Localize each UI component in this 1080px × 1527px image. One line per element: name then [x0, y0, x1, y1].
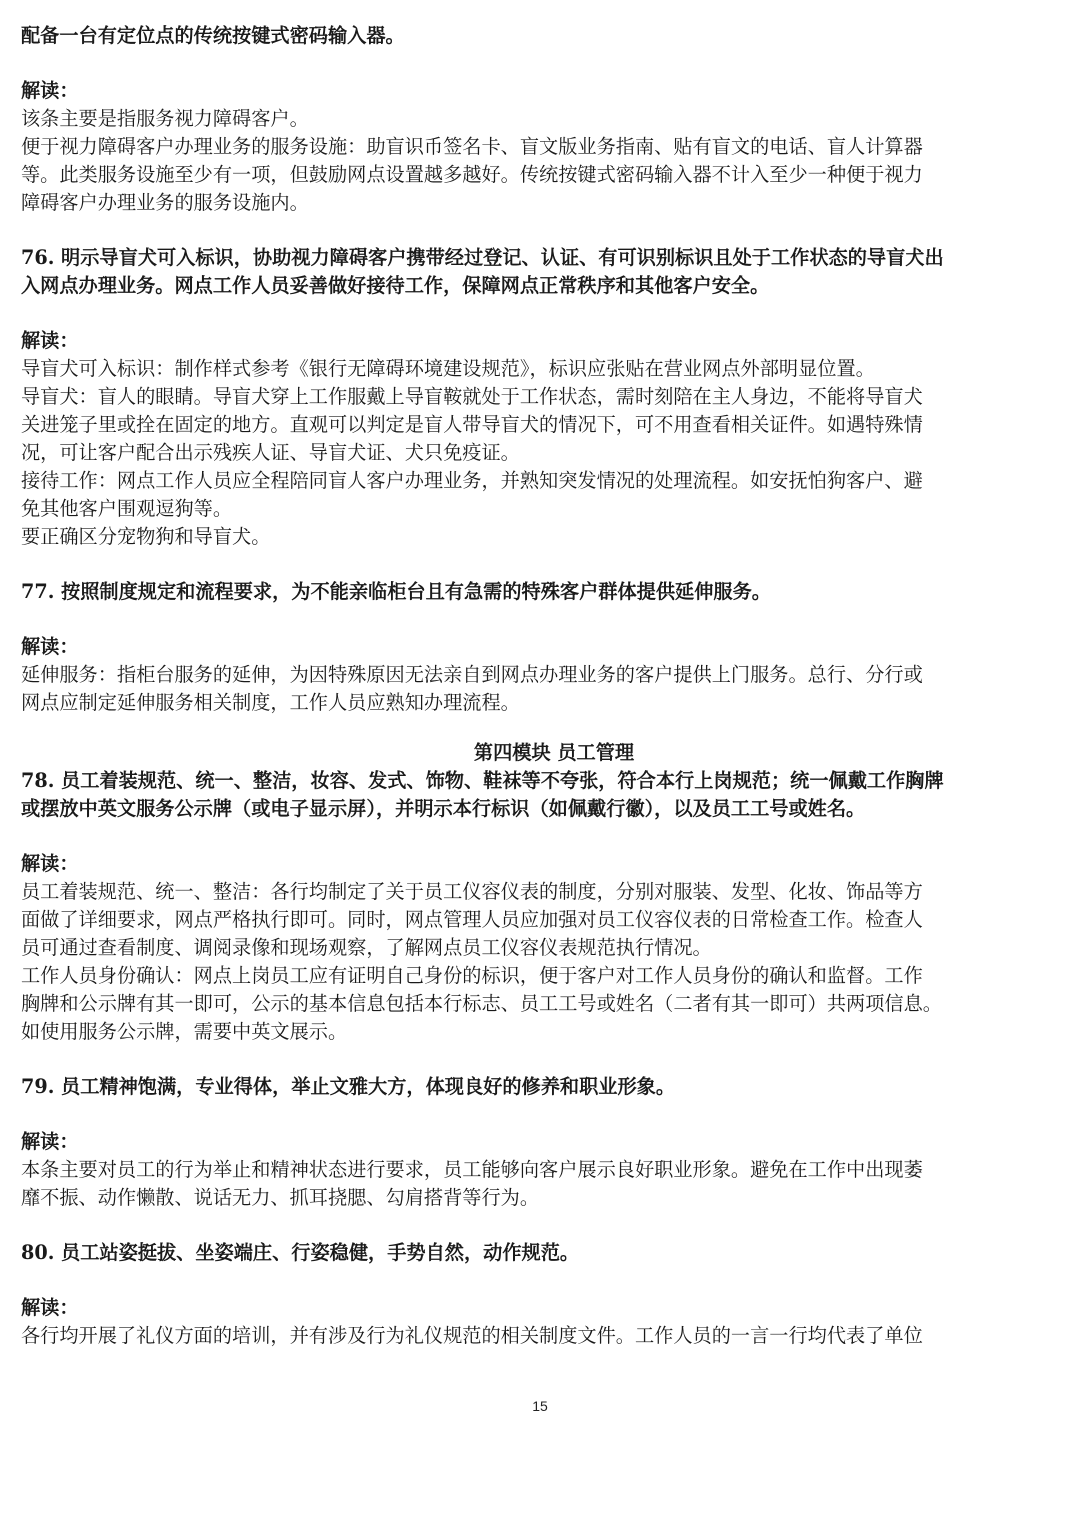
body-line: 延伸服务：指柜台服务的延伸，为因特殊原因无法亲自到网点办理业务的客户提供上门服务。总行、分行或: [21, 663, 923, 686]
clause-78-heading: 78. 员工着装规范、统一、整洁，妆容、发式、饰物、鞋袜等不夸张，符合本行上岗规范；统一佩戴工作胸牌: [21, 769, 944, 792]
body-line: 各行均开展了礼仪方面的培训，并有涉及行为礼仪规范的相关制度文件。工作人员的一言一行均代表了单位: [21, 1324, 923, 1347]
interpretation-label: 解读：: [21, 1296, 79, 1319]
body-line: 员可通过查看制度、调阅录像和现场观察，了解网点员工仪容仪表规范执行情况。: [21, 936, 712, 959]
body-line: 本条主要对员工的行为举止和精神状态进行要求，员工能够向客户展示良好职业形象。避免在工作中出现萎: [21, 1158, 923, 1181]
clause-76-heading: 76. 明示导盲犬可入标识，协助视力障碍客户携带经过登记、认证、有可识别标识且处于工作状态的导盲犬出: [21, 246, 944, 269]
body-line: 该条主要是指服务视力障碍客户。: [21, 107, 309, 130]
clause-76-heading: 入网点办理业务。网点工作人员妥善做好接待工作，保障网点正常秩序和其他客户安全。: [21, 274, 770, 297]
body-line: 导盲犬可入标识：制作样式参考《银行无障碍环境建设规范》，标识应张贴在营业网点外部明显位置。: [21, 357, 875, 380]
body-line: 网点应制定延伸服务相关制度，工作人员应熟知办理流程。: [21, 691, 520, 714]
body-line: 况，可让客户配合出示残疾人证、导盲犬证、犬只免疫证。: [21, 441, 520, 464]
body-line: 面做了详细要求，网点严格执行即可。同时，网点管理人员应加强对员工仪容仪表的日常检查工作。检查人: [21, 908, 923, 931]
body-line: 员工着装规范、统一、整洁：各行均制定了关于员工仪容仪表的制度，分别对服装、发型、化妆、饰品等方: [21, 880, 923, 903]
body-line: 导盲犬：盲人的眼睛。导盲犬穿上工作服戴上导盲鞍就处于工作状态，需时刻陪在主人身边，不能将导盲犬: [21, 385, 923, 408]
body-line: 免其他客户围观逗狗等。: [21, 497, 233, 520]
clause-78-heading: 或摆放中英文服务公示牌（或电子显示屏），并明示本行标识（如佩戴行徽），以及员工工号或姓名。: [21, 797, 866, 820]
body-line: 障碍客户办理业务的服务设施内。: [21, 191, 309, 214]
interpretation-label: 解读：: [21, 79, 79, 102]
intro-line: 配备一台有定位点的传统按键式密码输入器。: [21, 24, 405, 47]
body-line: 关进笼子里或拴在固定的地方。直观可以判定是盲人带导盲犬的情况下，可不用查看相关证件。如遇特殊情: [21, 413, 923, 436]
module-title: 第四模块 员工管理: [473, 741, 635, 764]
body-line: 如使用服务公示牌，需要中英文展示。: [21, 1020, 348, 1043]
clause-80-heading: 80. 员工站姿挺拔、坐姿端庄、行姿稳健，手势自然，动作规范。: [21, 1241, 580, 1264]
body-line: 等。此类服务设施至少有一项，但鼓励网点设置越多越好。传统按键式密码输入器不计入至少一种便于视力: [21, 163, 923, 186]
document-page: [21, 22, 1057, 1350]
body-line: 便于视力障碍客户办理业务的服务设施：助盲识币签名卡、盲文版业务指南、贴有盲文的电话、盲人计算器: [21, 135, 923, 158]
interpretation-label: 解读：: [21, 635, 79, 658]
interpretation-label: 解读：: [21, 1130, 79, 1153]
interpretation-label: 解读：: [21, 329, 79, 352]
body-line: 接待工作：网点工作人员应全程陪同盲人客户办理业务，并熟知突发情况的处理流程。如安抚怕狗客户、避: [21, 469, 923, 492]
clause-77-heading: 77. 按照制度规定和流程要求，为不能亲临柜台且有急需的特殊客户群体提供延伸服务。: [21, 580, 771, 603]
body-line: 要正确区分宠物狗和导盲犬。: [21, 525, 271, 548]
page-number: 15: [532, 1398, 548, 1414]
body-line: 工作人员身份确认：网点上岗员工应有证明自己身份的标识，便于客户对工作人员身份的确认和监督。工作: [21, 964, 923, 987]
interpretation-label: 解读：: [21, 852, 79, 875]
body-line: 胸牌和公示牌有其一即可，公示的基本信息包括本行标志、员工工号或姓名（二者有其一即可）共两项信息。: [21, 992, 942, 1015]
body-line: 靡不振、动作懒散、说话无力、抓耳挠腮、勾肩搭背等行为。: [21, 1186, 540, 1209]
clause-79-heading: 79. 员工精神饱满，专业得体，举止文雅大方，体现良好的修养和职业形象。: [21, 1075, 676, 1098]
